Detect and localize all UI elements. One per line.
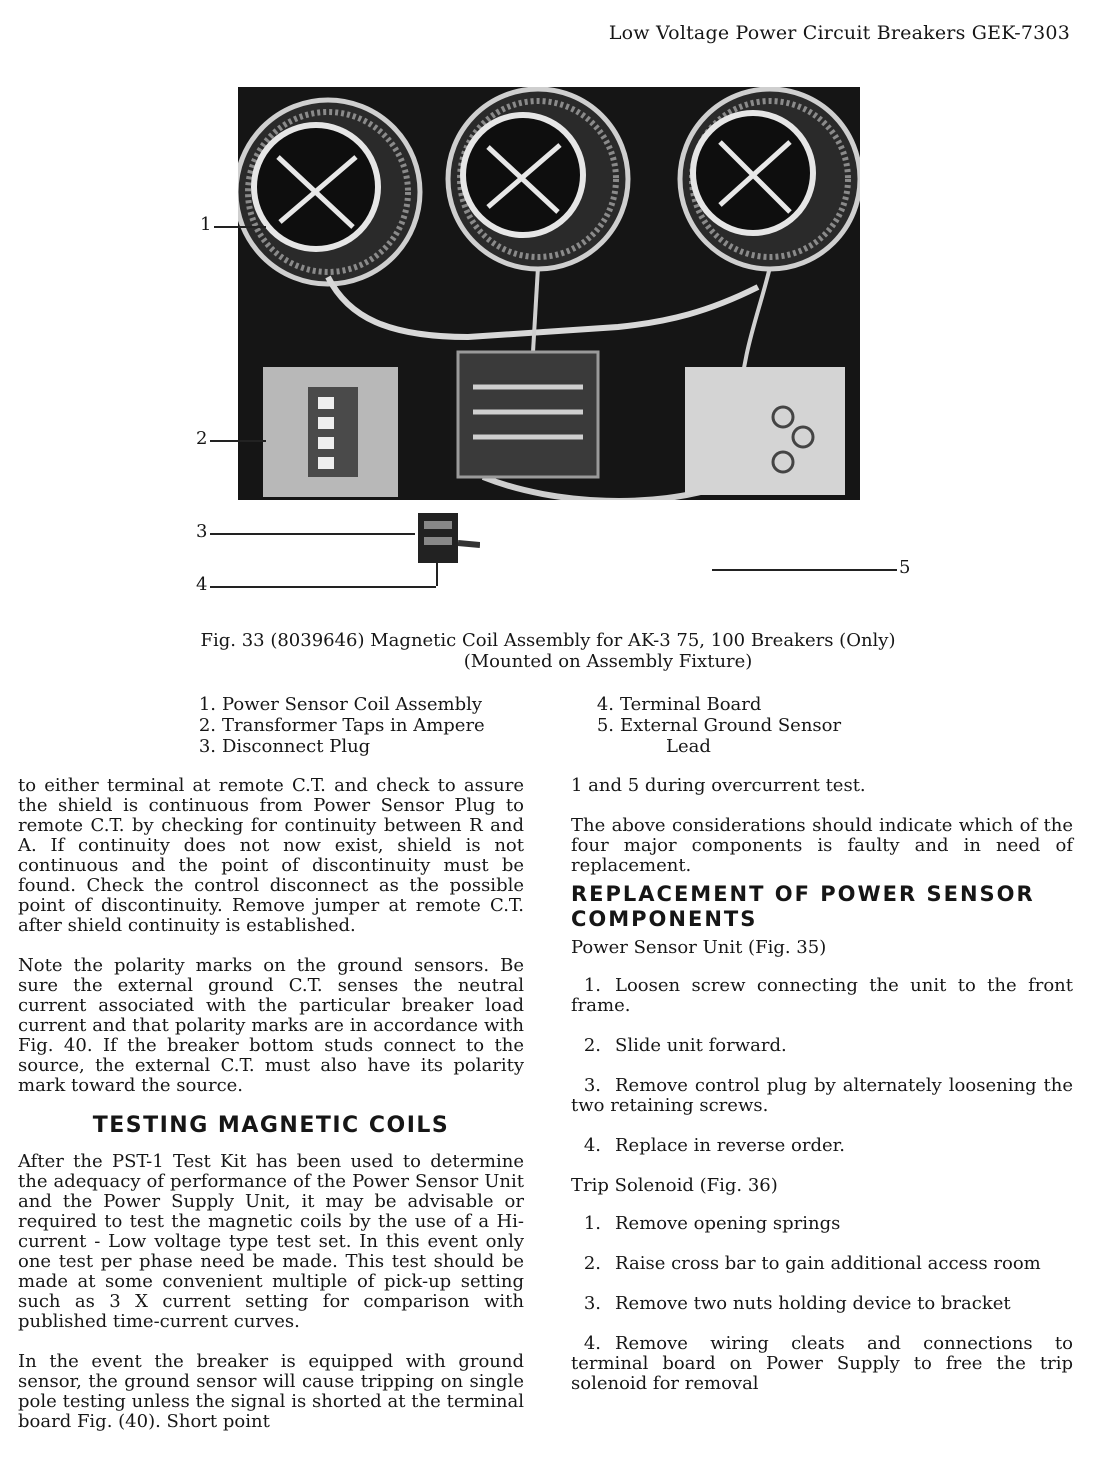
callout-2: 2 bbox=[196, 428, 208, 449]
paragraph: The above considerations should indicate which of the four major components is faulty and in need of replacement. bbox=[571, 815, 1073, 876]
legend-item: 2. Transformer Taps in Ampere bbox=[198, 715, 485, 736]
magnetic-coil-assembly-photo bbox=[238, 87, 860, 500]
list-item: 1. Remove opening springs bbox=[583, 1213, 841, 1234]
right-column bbox=[571, 776, 1073, 1414]
callout-3: 3 bbox=[196, 521, 208, 542]
list-item: 2. Raise cross bar to gain additional access room bbox=[583, 1253, 1041, 1274]
callout-4: 4 bbox=[196, 574, 208, 595]
paragraph: In the event the breaker is equipped with ground sensor, the ground sensor will cause tripping on single pole testing unless the signal is shorted at the terminal board Fig. (40). Short point bbox=[18, 1351, 524, 1432]
figure-caption-line1: Fig. 33 (8039646) Magnetic Coil Assembly for AK-3 75, 100 Breakers (Only) bbox=[200, 630, 896, 651]
legend-item-continuation: Lead bbox=[666, 736, 711, 757]
callout-5-line bbox=[712, 569, 897, 571]
power-sensor-coil-right bbox=[680, 89, 860, 269]
list-item: 4. Remove wiring cleats and connections to terminal board on Power Supply to free the trip solenoid for removal bbox=[571, 1333, 1073, 1394]
legend-item: 3. Disconnect Plug bbox=[198, 736, 371, 757]
paragraph: Note the polarity marks on the ground sensors. Be sure the external ground C.T. senses the neutral current associated with the particular breaker load current and that polarity marks are in accordance with Fig. 40. If the breaker bottom studs connect to the source, the external C.T. must also have its polarity mark toward the source. bbox=[18, 955, 524, 1096]
power-supply-unit bbox=[458, 352, 598, 477]
legend-item: 1. Power Sensor Coil Assembly bbox=[198, 694, 483, 715]
power-sensor-coil-middle bbox=[448, 89, 628, 269]
legend-item: 4. Terminal Board bbox=[596, 694, 762, 715]
list-item: 3. Remove two nuts holding device to bracket bbox=[583, 1293, 1011, 1314]
subheading: Trip Solenoid (Fig. 36) bbox=[571, 1175, 778, 1196]
legend-left bbox=[180, 694, 485, 757]
disconnect-plug bbox=[410, 505, 480, 575]
figure-caption bbox=[0, 630, 1096, 672]
paragraph: 1 and 5 during overcurrent test. bbox=[571, 775, 866, 796]
callout-4-line bbox=[210, 586, 436, 588]
legend-right bbox=[578, 694, 841, 757]
callout-1: 1 bbox=[200, 214, 212, 235]
callout-2-line bbox=[210, 440, 266, 442]
callout-1-line bbox=[214, 226, 266, 228]
callout-3-line bbox=[210, 533, 415, 535]
paragraph: After the PST-1 Test Kit has been used to determine the adequacy of performance of the Power Sensor Unit and the Power Supply Unit, it may be advisable or required to test the magnetic coils by the use of a Hi-current - Low voltage type test set. In this event only one test per phase need be made. This test should be made at some convenient multiple of pick-up setting such as 3 X current setting for comparison with published time-current curves. bbox=[18, 1151, 524, 1332]
list-item: 3. Remove control plug by alternately loosening the two retaining screws. bbox=[571, 1075, 1073, 1116]
section-heading: REPLACEMENT OF POWER SENSOR COMPONENTS bbox=[571, 882, 1035, 931]
callout-4-line-vertical bbox=[436, 555, 438, 586]
list-item: 4. Replace in reverse order. bbox=[583, 1135, 846, 1156]
callout-5: 5 bbox=[899, 557, 911, 578]
section-heading: TESTING MAGNETIC COILS bbox=[92, 1113, 450, 1138]
figure-caption-line2: (Mounted on Assembly Fixture) bbox=[463, 651, 753, 672]
legend-item: 5. External Ground Sensor bbox=[596, 715, 842, 736]
subheading: Power Sensor Unit (Fig. 35) bbox=[571, 937, 827, 958]
list-item: 2. Slide unit forward. bbox=[583, 1035, 787, 1056]
page-header: Low Voltage Power Circuit Breakers GEK-7303 bbox=[608, 22, 1070, 44]
list-item: 1. Loosen screw connecting the unit to the front frame. bbox=[571, 975, 1073, 1016]
power-sensor-coil-left bbox=[238, 100, 420, 284]
transformer-taps-board bbox=[263, 367, 398, 497]
left-column bbox=[18, 776, 524, 1452]
paragraph: to either terminal at remote C.T. and check to assure the shield is continuous from Power Sensor Plug to remote C.T. by checking for continuity between R and A. If continuity does not now exist, shield is not continuous and the point of discontinuity must be found. Check the control disconnect as the possible point of discontinuity. Remove jumper at remote C.T. after shield continuity is established. bbox=[18, 775, 524, 936]
terminal-board bbox=[685, 367, 845, 495]
